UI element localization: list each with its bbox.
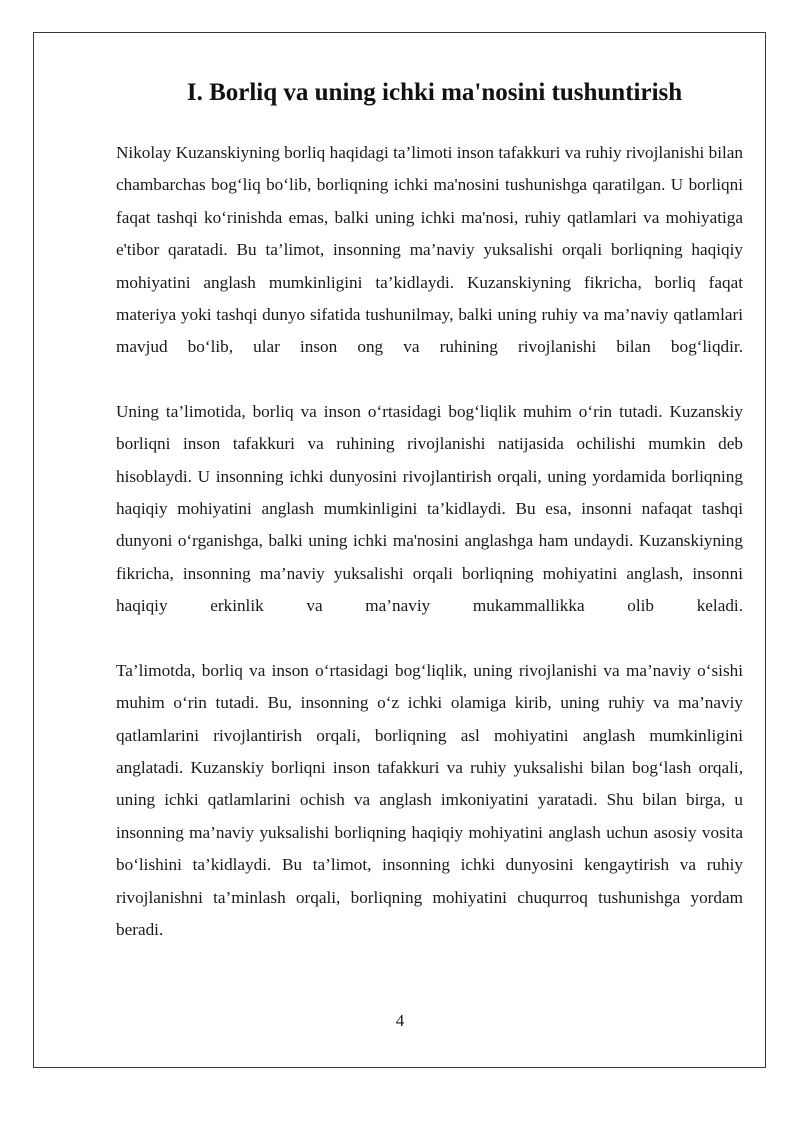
page-title: I. Borliq va uning ichki ma'nosini tushuntirish <box>186 79 683 106</box>
paragraph-3: Ta’limotda, borliq va inson o‘rtasidagi bog‘liqlik, uning rivojlanishi va ma’naviy o‘sishi muhim o‘rin tutadi. Bu, insonning o‘z ichki olamiga kirib, uning ruhiy va ma’naviy qatlamlarini rivojlantirish orqali, borliqning asl mohiyatini anglash mumkinligini anglatadi. Kuzanskiy borliqni inson tafakkuri va ruhiy yuksalishi bilan bog‘lash orqali, uning ichki qatlamlarini ochish va anglash imkoniyatini yaratadi. Shu bilan birga, u insonning ma’naviy yuksalishi borliqning haqiqiy mohiyatini anglash uchun asosiy vosita bo‘lishini ta’kidlaydi. Bu ta’limot, insonning ichki dunyosini kengaytirish va ruhiy rivojlanishni ta’minlash orqali, borliqning mohiyatini chuqurroq tushunishga yordam beradi. <box>116 660 743 939</box>
document-body <box>116 78 743 946</box>
page-number: 4 <box>395 1011 405 1030</box>
paragraph-2: Uning ta’limotida, borliq va inson o‘rtasidagi bog‘liqlik muhim o‘rin tutadi. Kuzanskiy borliqni inson tafakkuri va ruhining rivojlanishi natijasida ochilishi mumkin deb hisoblaydi. U insonning ichki dunyosini rivojlantirish orqali, uning yordamida borliqning haqiqiy mohiyatini anglash mumkinligini ta’kidlaydi. Bu esa, insonni nafaqat tashqi dunyoni o‘rganishga, balki uning ichki ma'nosini anglashga ham undaydi. Kuzanskiyning fikricha, insonning ma’naviy yuksalishi orqali borliqning mohiyatini anglash, insonni haqiqiy erkinlik va ma’naviy mukammallikka olib keladi. <box>116 401 743 616</box>
paragraph-1: Nikolay Kuzanskiyning borliq haqidagi ta’limoti inson tafakkuri va ruhiy rivojlanishi bilan chambarchas bog‘liq bo‘lib, borliqning ichki ma'nosini tushunishga qaratilgan. U borliqni faqat tashqi ko‘rinishda emas, balki uning ichki ma'nosi, ruhiy qatlamlari va mohiyatiga e'tibor qaratadi. Bu ta’limot, insonning ma’naviy yuksalishi orqali borliqning haqiqiy mohiyatini anglash mumkinligini ta’kidlaydi. Kuzanskiyning fikricha, borliq faqat materiya yoki tashqi dunyo sifatida tushunilmay, balki uning ruhiy va ma’naviy qatlamlari mavjud bo‘lib, ular inson ong va ruhining rivojlanishi bilan bog‘liqdir. <box>116 143 743 357</box>
